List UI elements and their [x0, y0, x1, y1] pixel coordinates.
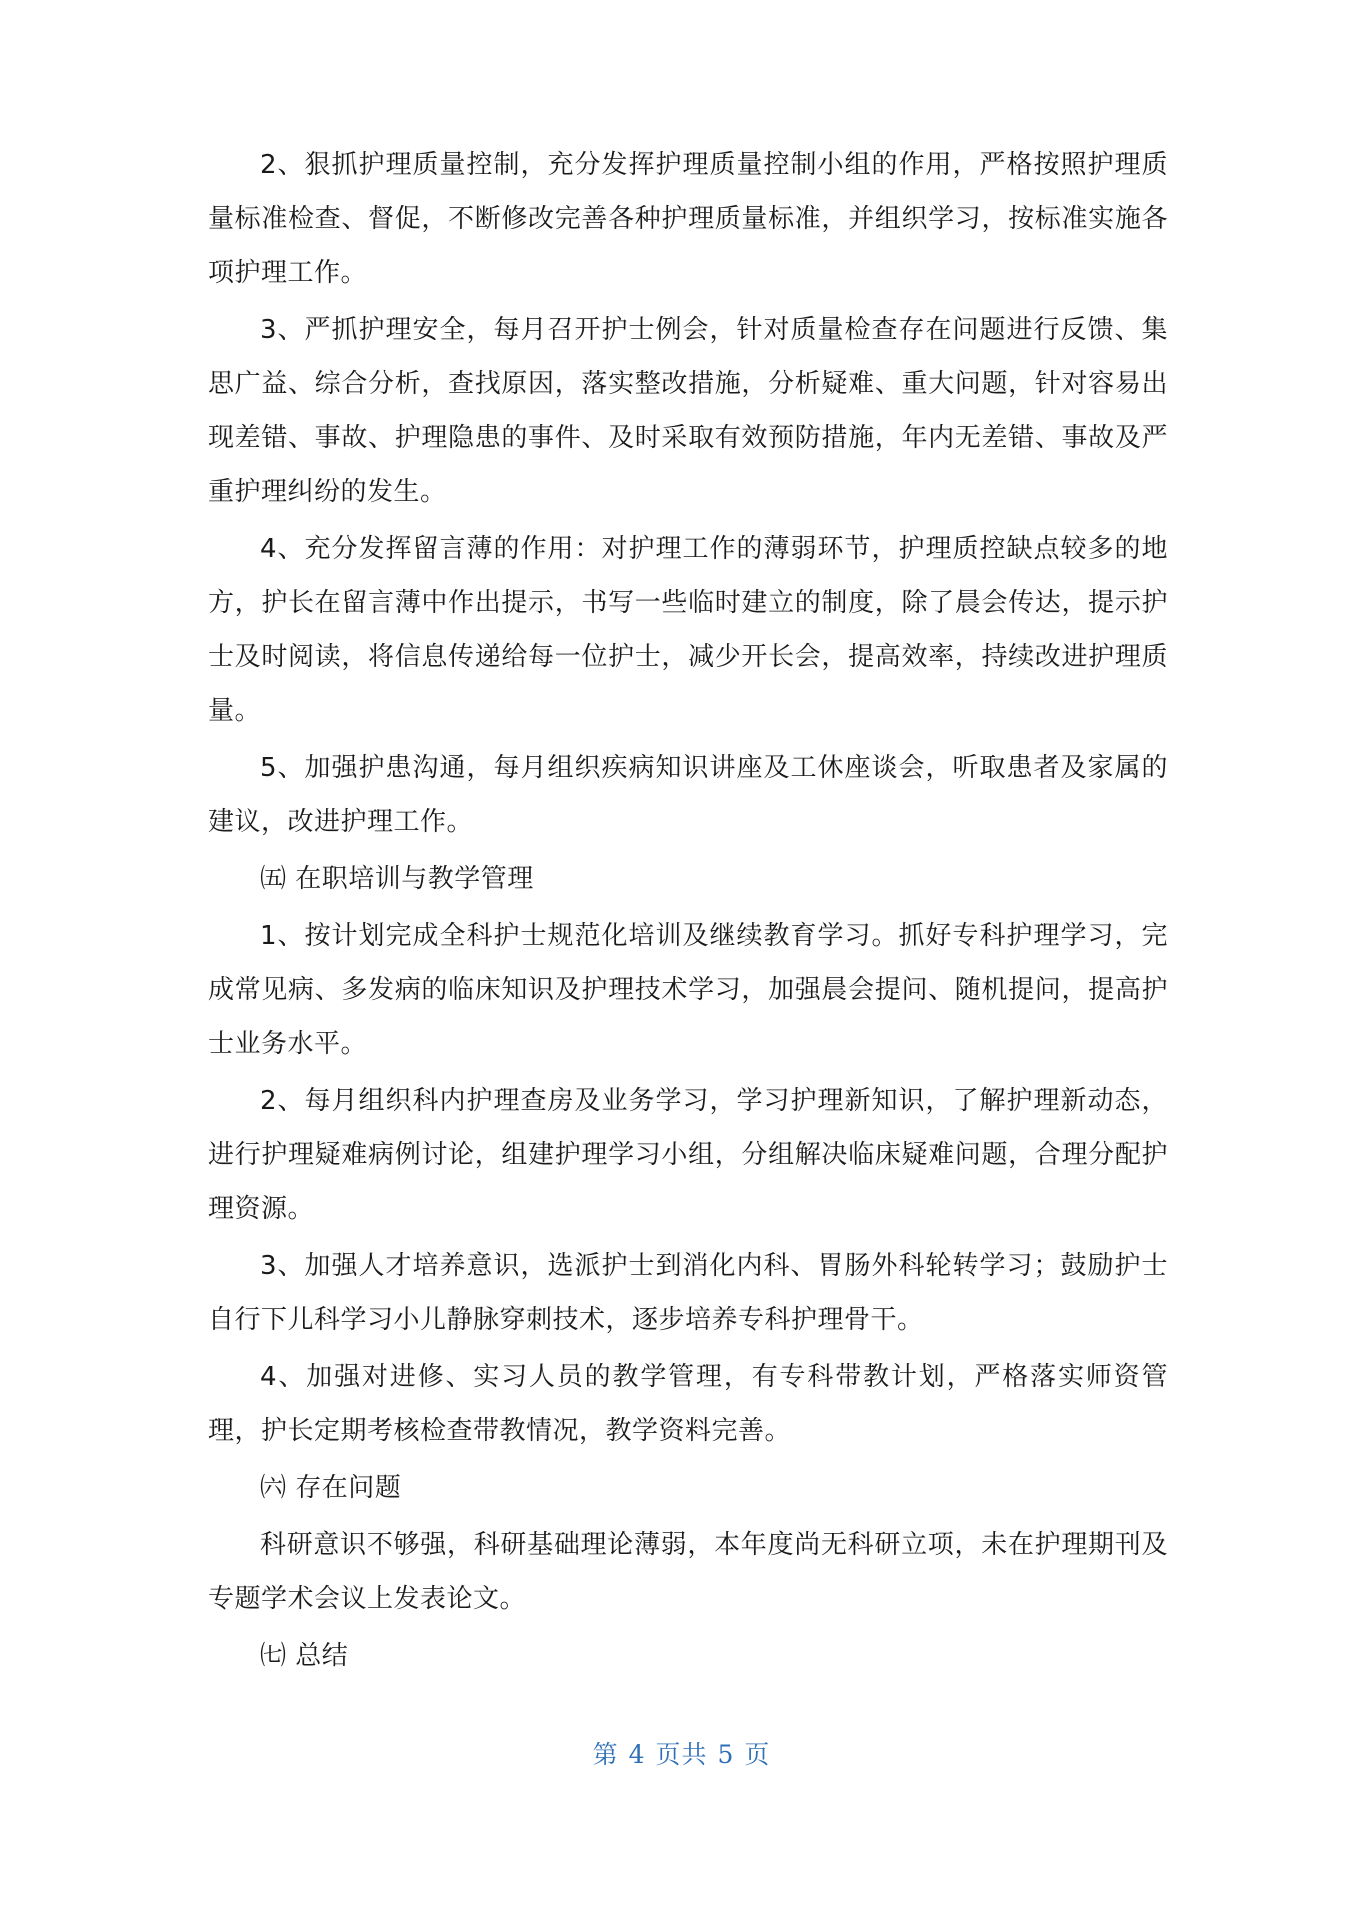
footer-middle: 页共 [655, 1740, 708, 1769]
paragraph-nursing-safety: 3、严抓护理安全，每月召开护士例会，针对质量检查存在问题进行反馈、集思广益、综合分析，查找原因，落实整改措施，分析疑难、重大问题，针对容易出现差错、事故、护理隐患的事件、及时采取有效预防措施，年内无差错、事故及严重护理纠纷的发生。 [208, 315, 1168, 507]
section-heading-summary: ㈦ 总结 [260, 1641, 349, 1671]
paragraph-message-book: 4、充分发挥留言薄的作用：对护理工作的薄弱环节，护理质控缺点较多的地方，护长在留言薄中作出提示，书写一些临时建立的制度，除了晨会传达，提示护士及时阅读，将信息传递给每一位护士，减少开长会，提高效率，持续改进护理质量。 [208, 534, 1168, 726]
footer-prefix: 第 [592, 1740, 619, 1769]
footer-suffix: 页 [744, 1740, 771, 1769]
paragraph-teaching-management: 4、加强对进修、实习人员的教学管理，有专科带教计划，严格落实师资管理，护长定期考核检查带教情况，教学资料完善。 [208, 1362, 1168, 1446]
paragraph-talent-cultivation: 3、加强人才培养意识，选派护士到消化内科、胃肠外科轮转学习；鼓励护士自行下儿科学习小儿静脉穿刺技术，逐步培养专科护理骨干。 [208, 1251, 1168, 1335]
paragraph-ward-rounds: 2、每月组织科内护理查房及业务学习，学习护理新知识，了解护理新动态，进行护理疑难病例讨论，组建护理学习小组，分组解决临床疑难问题，合理分配护理资源。 [208, 1086, 1168, 1224]
paragraph-training-plan: 1、按计划完成全科护士规范化培训及继续教育学习。抓好专科护理学习，完成常见病、多发病的临床知识及护理技术学习，加强晨会提问、随机提问，提高护士业务水平。 [208, 921, 1168, 1059]
paragraph-patient-communication: 5、加强护患沟通，每月组织疾病知识讲座及工休座谈会，听取患者及家属的建议，改进护理工作。 [208, 753, 1168, 837]
footer-current-page: 4 [628, 1740, 646, 1769]
section-heading-problems: ㈥ 存在问题 [260, 1473, 402, 1503]
section-heading-training: ㈤ 在职培训与教学管理 [260, 864, 534, 894]
page-footer [0, 1735, 1363, 1771]
footer-total-pages: 5 [717, 1740, 735, 1769]
paragraph-quality-control: 2、狠抓护理质量控制，充分发挥护理质量控制小组的作用，严格按照护理质量标准检查、督促，不断修改完善各种护理质量标准，并组织学习，按标准实施各项护理工作。 [208, 150, 1168, 288]
paragraph-research-problems: 科研意识不够强，科研基础理论薄弱，本年度尚无科研立项，未在护理期刊及专题学术会议上发表论文。 [208, 1530, 1168, 1614]
document-body [208, 138, 1168, 1686]
